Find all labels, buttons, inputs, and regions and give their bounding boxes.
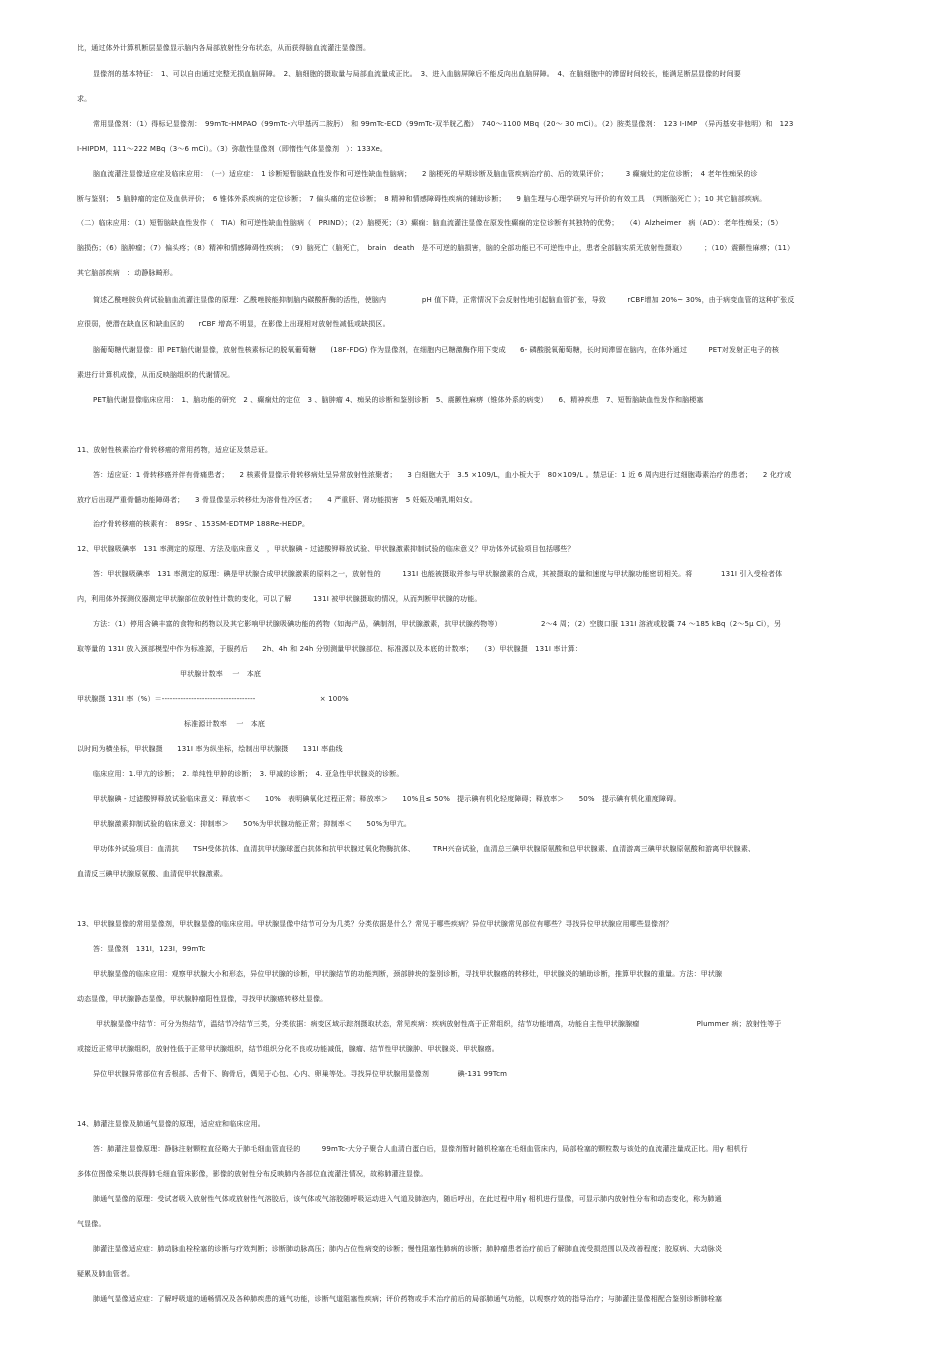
text-line: 应很弱，使潜在缺血区和缺血区的 rCBF 增高不明显，在影像上出现相对放射性减低或缺损区。 (77, 320, 390, 328)
text-line: 甲状腺碘 - 过滤酸钾释放试验临床意义：释放率＜ 10% 表明碘氧化过程正常；释放率＞ 10%且≤ 50% 提示碘有机化轻度障碍；释放率＞ 50% 提示碘有机化重度障碍。 (93, 795, 681, 803)
text-line: 取等量的 131I 放入颈部模型中作为标准源，于服药后 2h、4h 和 24h 分别测量甲状腺部位、标准源以及本底的计数率； （3）甲状腺摄 131I 率计算： (77, 645, 583, 653)
section-heading: 13、甲状腺显像的常用显像剂，甲状腺显像的临床应用。甲状腺显像中结节可分为几类？分类依据是什么？常见于哪些疾病？异位甲状腺常见部位有哪些？寻找异位甲状腺应用哪些显像剂？ (77, 920, 673, 928)
text-line: 简述乙酰唑胺负荷试验脑血流灌注显像的原理：乙酰唑胺能抑制脑内碳酸酐酶的活性，使脑内 pH 值下降，正常情况下会反射性地引起脑血管扩张，导致 rCBF增加 20%~ 30%，由于病变血管的这种扩张反 (93, 296, 795, 304)
text-line: 脑损伤；（6）脑肿瘤；（7）偏头疼；（8）精神和情感障碍性疾病； （9）脑死亡（脑死亡， brain death 是不可逆的脑损害，脑的全部功能已不可逆性中止，患者全部脑实质无放射性摄取） ；（10）震颤性麻痹；（11） (77, 244, 795, 252)
text-line: PET脑代谢显像临床应用： 1、脑功能的研究 2 、癫痫灶的定位 3 、脑肿瘤 4、痴呆的诊断和鉴别诊断 5、震颤性麻痹（锥体外系的病变） 6、精神疾患 7、短暂脑缺血性发作和脑梗塞 (93, 396, 704, 404)
text-line: 答：适应证：1 骨转移癌并伴有骨痛患者； 2 核素骨显像示骨转移病灶呈异常放射性浓聚者； 3 白细胞大于 3.5 ×109/L，血小板大于 80×109/L 。禁忌证：1 近 6 周内进行过细胞毒素治疗的患者； 2 化疗或 (93, 471, 792, 479)
text-line: 以时间为横坐标，甲状腺摄 131I 率为纵坐标，绘制出甲状腺摄 131I 率曲线 (77, 745, 343, 753)
text-line: 素进行计算机成像，从而反映脑组织的代谢情况。 (77, 371, 235, 379)
text-line: 甲状腺显像的临床应用：观察甲状腺大小和形态，异位甲状腺的诊断，甲状腺结节的功能判断，颈部肿块的鉴别诊断，寻找甲状腺癌的转移灶，甲状腺炎的辅助诊断，推算甲状腺的重量。方法：甲状腺 (93, 970, 723, 978)
text-line: 治疗骨转移癌的核素有： 89Sr 、153SM-EDTMP 188Re-HEDP。 (93, 520, 310, 528)
section-heading: 14、肺灌注显像及肺通气显像的原理，适应症和临床应用。 (77, 1120, 265, 1128)
text-line: 内，利用体外探测仪器测定甲状腺部位放射性计数的变化，可以了解 131I 被甲状腺摄取的情况，从而判断甲状腺的功能。 (77, 595, 482, 603)
text-line: 答：显像剂 131I，123I，99mTc (93, 945, 206, 953)
text-line: 肺通气显像适应症：了解呼吸道的通畅情况及各种肺疾患的通气功能，诊断气道阻塞性疾病；评价药物或手术治疗前后的局部肺通气功能，以观察疗效的指导治疗；与肺灌注显像相配合鉴别诊断肺栓塞 (93, 1295, 723, 1303)
text-line: 甲功体外试验项目：血清抗 TSH受体抗体、血清抗甲状腺球蛋白抗体和抗甲状腺过氧化物酶抗体、 TRH兴奋试验，血清总三碘甲状腺原氨酸和总甲状腺素、血清游离三碘甲状腺原氨酸和游离甲状腺素、 (93, 845, 756, 853)
text-line: 多体位图像采集以获得肺毛细血管床影像，影像的放射性分布反映肺内各部位血流灌注情况，故称肺灌注显像。 (77, 1170, 428, 1178)
formula-numerator: 甲状腺计数率 一 本底 (180, 670, 262, 678)
text-line: 比，通过体外计算机断层显像显示脑内各局部放射性分布状态，从而获得脑血流灌注显像图。 (77, 44, 371, 52)
text-line: 血清反三碘甲状腺原氨酸、血清促甲状腺激素。 (77, 870, 228, 878)
text-line: 疑累及肺血管者。 (77, 1270, 135, 1278)
text-line: 肺灌注显像适应症：肺动脉血栓栓塞的诊断与疗效判断；诊断肺动脉高压；肺内占位性病变的诊断；慢性阻塞性肺病的诊断；肺肿瘤患者治疗前后了解肺血流受损范围以及改善程度；胶原病、大动脉炎 (93, 1245, 723, 1253)
text-line: I-HIPDM，111～222 MBq（3～6 mCi）。（3）弥散性显像剂（即惰性气体显像剂 ）：133Xe。 (77, 145, 388, 153)
text-line: （二）临床应用：（1）短暂脑缺血性发作（ TIA）和可逆性缺血性脑病（ PRIND）；（2）脑梗死；（3）癫痫：脑血流灌注显像在原发性癫痫的定位诊断有其独特的优势； （4）Alzheimer 病（AD）：老年性痴呆；（5） (77, 219, 783, 227)
text-line: 常用显像剂：（1）得标记显像剂： 99mTc-HMPAO（99mTc-六甲基丙二胺肟） 和 99mTc-ECD（99mTc-双半胱乙酯） 740～1100 MBq（20～ 30 mCi）。（2）胺类显像剂： 123 I-IMP （异丙基安非他明）和 123 (93, 120, 794, 128)
text-line: 其它脑部疾病 ：动静脉畸形。 (77, 269, 178, 277)
text-line: 显像剂的基本特征： 1、可以自由通过完整无损血脑屏障。 2、脑细胞的摄取量与局部血流量成正比。 3、进入血脑屏障后不能反向出血脑屏障。 4、在脑细胞中的滞留时间较长，能满足断层显像的时间要 (93, 70, 741, 78)
text-line: 求。 (77, 95, 92, 103)
text-line: 甲状腺显像中结节：可分为热结节，温结节冷结节三类，分类依据：病变区域示踪剂摄取状态，常见疾病：疾病放射性高于正常组织，结节功能增高，功能自主性甲状腺腺瘤 Plummer 病；放射性等于 (96, 1020, 782, 1028)
text-line: 气显像。 (77, 1220, 106, 1228)
formula-denominator: 标准源计数率 一 本底 (184, 720, 266, 728)
text-line: 临床应用：1.甲亢的诊断； 2. 单纯性甲肿的诊断； 3. 甲减的诊断； 4. 亚急性甲状腺炎的诊断。 (93, 770, 404, 778)
text-line: 脑葡萄糖代谢显像：即 PET脑代谢显像，放射性核素标记的脱氧葡萄糖 (18F-FDG) 作为显像剂，在细胞内已糖激酶作用下变成 6- 磷酸脱氧葡萄糖，长时间滞留在脑内，在体外通过 PET对发射正电子的核 (93, 346, 780, 354)
text-line: 断与鉴别； 5 脑肿瘤的定位及血供评价； 6 锥体外系疾病的定位诊断； 7 偏头痛的定位诊断； 8 精神和情感障碍性疾病的辅助诊断； 9 脑生理与心理学研究与评价的有效工具 （判断脑死亡 ）；10 其它脑部疾病。 (77, 195, 767, 203)
text-line: 或接近正常甲状腺组织，放射性低于正常甲状腺组织，结节组织分化不良或功能减低，腺瘤、结节性甲状腺肿、甲状腺炎、甲状腺癌。 (77, 1045, 499, 1053)
text-line: 答：肺灌注显像原理：静脉注射颗粒直径略大于肺毛细血管直径的 99mTc-大分子聚合人血清白蛋白后，显像剂暂时随机栓塞在毛细血管床内，局部栓塞的颗粒数与该处的血流灌注量成正比。用γ 相机行 (93, 1145, 748, 1153)
formula-line: 甲状腺摄 131I 率（%）＝----------------------------------- × 100% (77, 695, 349, 703)
text-line: 答：甲状腺吸碘率 131 率测定的原理：碘是甲状腺合成甲状腺激素的原料之一，放射性的 131I 也能被摄取并参与甲状腺激素的合成，其被摄取的量和速度与甲状腺功能密切相关。将 131I 引入受检者体 (93, 570, 783, 578)
text-line: 脑血流灌注显像适应症及临床应用： （一）适应症： 1 诊断短暂脑缺血性发作和可逆性缺血性脑病； 2 脑梗死的早期诊断及脑血管疾病治疗前、后的效果评价； 3 癫痫灶的定位诊断； 4 老年性痴呆的诊 (93, 170, 758, 178)
text-line: 异位甲状腺异常部位有舌根部、舌骨下、胸骨后，偶见于心包、心内、卵巢等处。寻找异位甲状腺用显像剂 碘-131 99Tcm (93, 1070, 508, 1078)
text-line: 动态显像，甲状腺静态显像，甲状腺肿瘤阳性显像，寻找甲状腺癌转移灶显像。 (77, 995, 328, 1003)
section-heading: 12、甲状腺吸碘率 131 率测定的原理、方法及临床意义 ，甲状腺碘 - 过滤酸钾释放试验、甲状腺激素抑制试验的临床意义？甲功体外试验项目包括哪些？ (77, 545, 575, 553)
section-heading: 11、放射性核素治疗骨转移癌的常用药物，适应证及禁忌证。 (77, 446, 273, 454)
text-line: 甲状腺激素抑制试验的临床意义：抑制率＞ 50%为甲状腺功能正常；抑制率＜ 50%为甲亢。 (93, 820, 412, 828)
text-line: 方法：（1）停用含碘丰富的食物和药物以及其它影响甲状腺吸碘功能的药物（如海产品，碘制剂，甲状腺激素，抗甲状腺药物等） 2～4 周；（2）空腹口服 131I 溶液或胶囊 74 ～185 kBq（2～5μ Ci），另 (93, 620, 782, 628)
text-line: 放疗后出现严重骨髓功能障碍者； 3 骨显像显示转移灶为溶骨性冷区者； 4 严重肝、肾功能损害 5 妊娠及哺乳期妇女。 (77, 496, 478, 504)
text-line: 肺通气显像的原理：受试者吸入放射性气体或放射性气溶胶后，该气体或气溶胶随呼吸运动进入气道及肺泡内，随后呼出，在此过程中用γ 相机进行显像，可显示肺内放射性分布和动态变化，称为肺通 (93, 1195, 722, 1203)
